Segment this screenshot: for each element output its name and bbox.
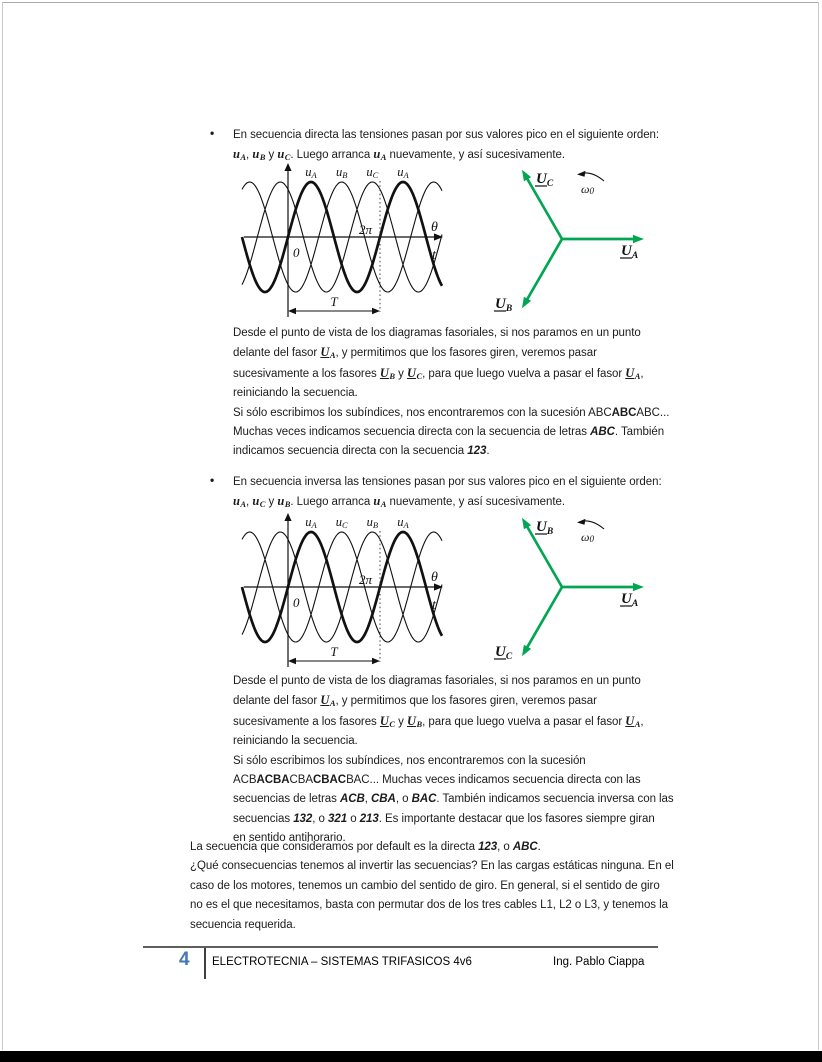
paragraph-inverse-sequence: Desde el punto de vista de los diagramas fasoriales, si nos paramos en un punto delante del fasor $U_A$, y permitimos que los fasores giren, veremos pasar sucesivamente a los fasores $U_C$ y $U_B$, para que luego vuelva a pasar el fasor $U_A$, reiniciando la secuencia. Si sólo escribimos los subíndices, nos encontraremos con la sucesión ACBACBACBACBACBAC... Muchas veces indicamos secuencia directa con las secuencias de letras ACB, CBA, o BAC. También indicamos secuencia inversa con las secuencias 132, o 321 o 213. Es importante destacar que los fasores siempre giran en sentido antihorario. — [233, 675, 674, 845]
footer-separator-line — [143, 946, 658, 948]
bullet-marker: • — [210, 126, 215, 140]
svg-text:θ: θ — [431, 220, 438, 235]
paragraph-default-sequence: La secuencia que consideramos por default es la directa 123, o ABC. ¿Qué consecuencias tenemos al invertir las secuencias? En las cargas estáticas ninguna. En el caso de los motores, tenemos un cambio del sentido de giro. En general, si el sentido de giro no es el que necesitamos, basta con permutar dos de los tres cables L1, L2 o L3, y tenemos la secuencia requerida. — [190, 841, 674, 931]
svg-text:ω0: ω0 — [581, 182, 594, 196]
svg-text:t: t — [432, 598, 436, 613]
bullet-item-direct-sequence: En secuencia directa las tensiones pasan por sus valores pico en el siguiente orden: $u_A$, $u_B$ y $u_C$. Luego arranca $u_A$ nuevamente, y así sucesivamente. — [233, 129, 660, 163]
page-border-left — [2, 2, 3, 1050]
svg-text:T: T — [330, 644, 338, 659]
phasor-diagram-direct — [478, 158, 678, 323]
page-border-top — [2, 2, 818, 3]
svg-text:UB: $U_B$ — [495, 296, 513, 314]
svg-text:uC: uC — [366, 165, 379, 180]
svg-text:uA: uA — [397, 165, 409, 180]
footer-vertical-divider — [204, 948, 206, 979]
svg-text:uB: uB — [366, 515, 379, 530]
bottom-black-bar — [0, 1051, 822, 1062]
svg-text:uA: uA — [305, 515, 317, 530]
svg-text:uA: uA — [397, 515, 409, 530]
svg-text:2π: 2π — [359, 222, 373, 237]
waveform-figure-direct — [238, 161, 453, 323]
svg-text:0: 0 — [293, 245, 300, 260]
svg-text:t: t — [432, 248, 436, 263]
svg-text:UA: $U_A$ — [621, 591, 639, 609]
page-border-right — [818, 2, 819, 1050]
svg-text:uA: uA — [305, 165, 317, 180]
svg-text:UC: $U_C$ — [536, 171, 554, 189]
svg-text:θ: θ — [431, 570, 438, 585]
svg-text:uC: uC — [335, 515, 348, 530]
waveform-figure-inverse — [238, 511, 453, 673]
svg-text:ω0: ω0 — [581, 530, 594, 544]
page-number: 4 — [179, 949, 190, 970]
bullet-marker: • — [210, 473, 215, 487]
svg-text:uB: uB — [335, 165, 348, 180]
svg-text:T: T — [330, 294, 338, 309]
svg-text:UB: $U_B$ — [536, 519, 554, 537]
svg-text:0: 0 — [293, 595, 300, 610]
svg-text:UA: $U_A$ — [621, 243, 639, 261]
paragraph-direct-sequence: Desde el punto de vista de los diagramas fasoriales, si nos paramos en un punto delante del fasor $U_A$, y permitimos que los fasores giren, veremos pasar sucesivamente a los fasores $U_B$ y $U_C$, para que luego vuelva a pasar el fasor $U_A$, reiniciando la secuencia. Si sólo escribimos los subíndices, nos encontraremos con la sucesión ABCABCABC... Muchas veces indicamos secuencia directa con la secuencia de letras ABC. También indicamos secuencia directa con la secuencia 123. — [233, 327, 670, 458]
svg-text:2π: 2π — [359, 572, 373, 587]
svg-text:UC: $U_C$ — [495, 644, 513, 662]
footer-document-title: ELECTROTECNIA – SISTEMAS TRIFASICOS 4v6 — [212, 956, 472, 968]
footer-author: Ing. Pablo Ciappa — [553, 956, 645, 968]
phasor-diagram-inverse — [478, 506, 678, 671]
bullet-item-inverse-sequence: En secuencia inversa las tensiones pasan por sus valores pico en el siguiente orden: $u_A$, $u_C$ y $u_B$. Luego arranca $u_A$ nuevamente, y así sucesivamente. — [233, 476, 662, 510]
